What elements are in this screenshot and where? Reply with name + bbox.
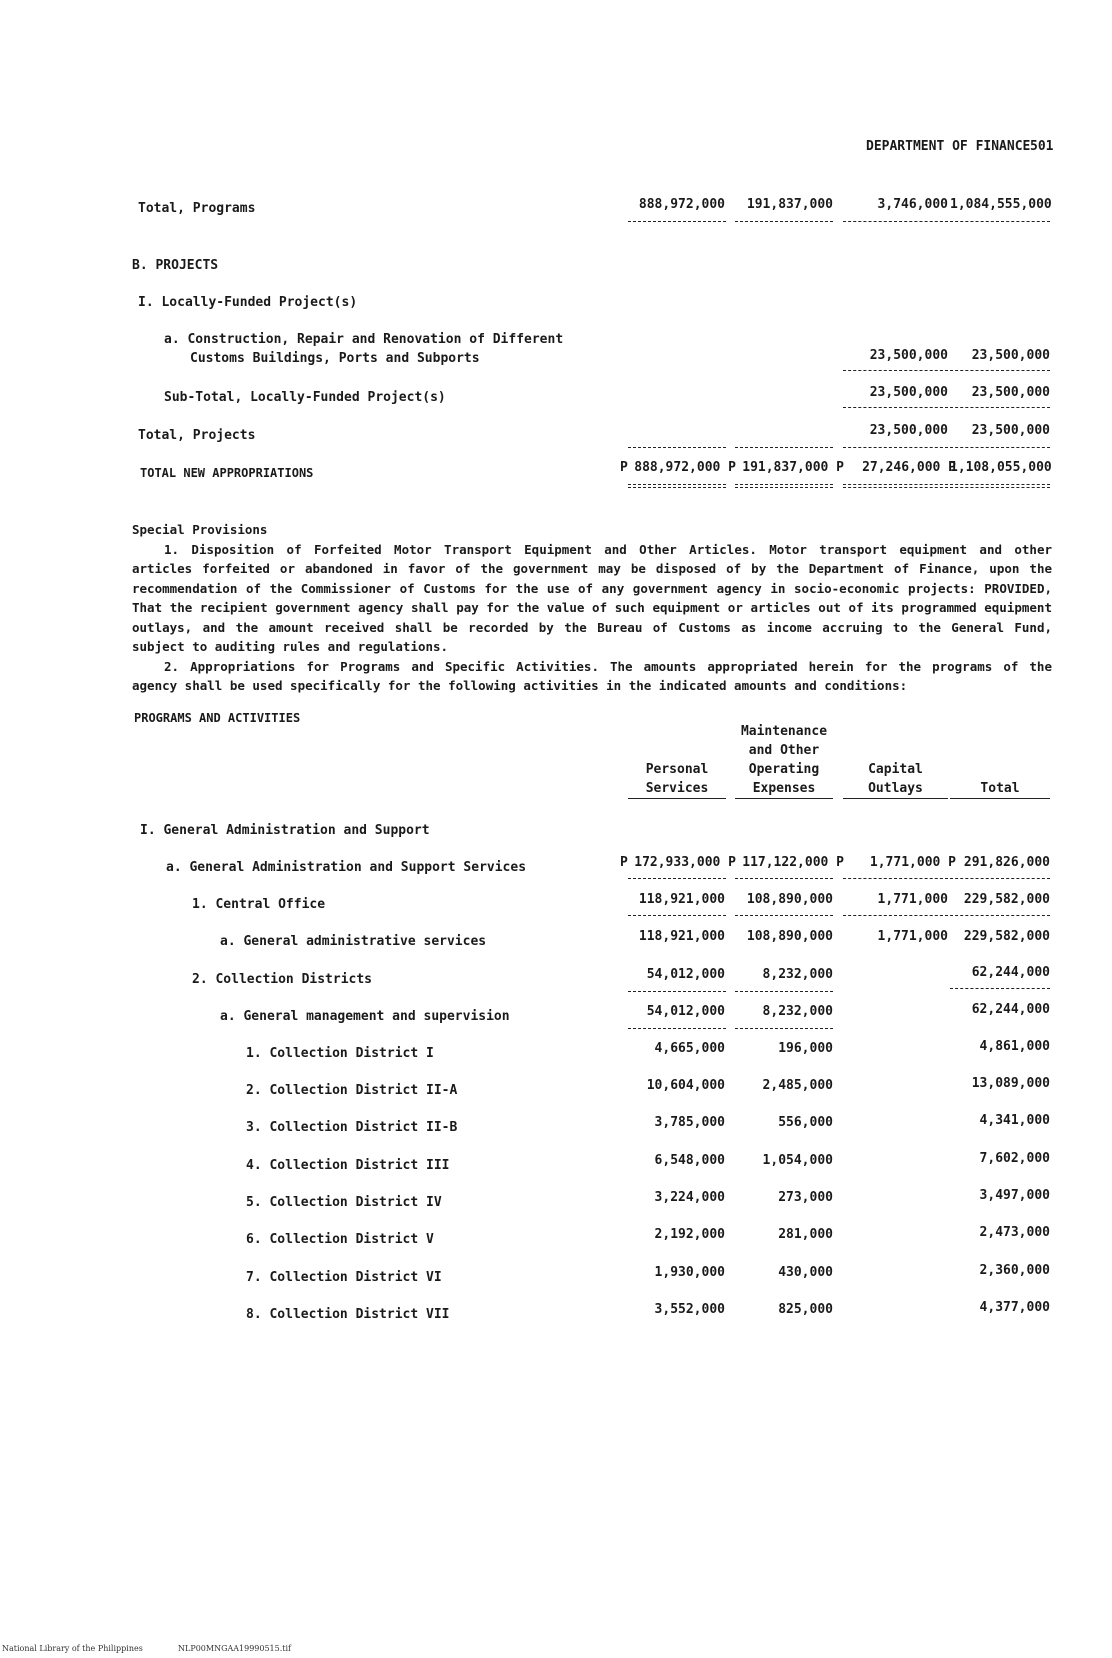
rule — [735, 447, 833, 448]
gen-admin-ps: 118,921,000 — [638, 929, 725, 944]
gen-mgmt-ps: 54,012,000 — [646, 1004, 725, 1019]
page-number: 501 — [1030, 139, 1054, 154]
district-6-mooe: 281,000 — [778, 1227, 833, 1242]
col-header-mooe — [735, 722, 833, 799]
district-3-ps: 3,785,000 — [654, 1115, 725, 1130]
col-header-total — [950, 779, 1050, 799]
rule — [843, 915, 948, 916]
central-office-co: 1,771,000 — [877, 892, 948, 907]
central-office-total: 229,582,000 — [963, 892, 1050, 907]
district-4-mooe: 1,054,000 — [762, 1153, 833, 1168]
locally-funded-heading: I. Locally-Funded Project(s) — [138, 295, 358, 310]
gass-total: 291,826,000 — [963, 855, 1050, 870]
construction-co: 23,500,000 — [869, 348, 948, 363]
rule — [735, 915, 833, 916]
rule — [628, 447, 726, 448]
col-mooe-line3: Operating — [748, 762, 820, 777]
col-mooe-line2: and Other — [748, 743, 820, 758]
programs-activities-heading: PROGRAMS AND ACTIVITIES — [134, 711, 301, 725]
district-3-label: 3. Collection District II-B — [246, 1120, 458, 1135]
district-3-total: 4,341,000 — [979, 1113, 1050, 1128]
district-5-total: 3,497,000 — [979, 1188, 1050, 1203]
district-7-label: 7. Collection District VI — [246, 1270, 442, 1285]
collection-districts-mooe: 8,232,000 — [762, 967, 833, 982]
district-8-total: 4,377,000 — [979, 1300, 1050, 1315]
construction-label-line1: a. Construction, Repair and Renovation of Different — [164, 332, 564, 347]
district-6-ps: 2,192,000 — [654, 1227, 725, 1242]
department-header: DEPARTMENT OF FINANCE — [866, 139, 1031, 154]
district-5-ps: 3,224,000 — [654, 1190, 725, 1205]
rule — [628, 878, 726, 879]
gass-mooe: 117,122,000 P — [742, 855, 844, 870]
subtotal-total: 23,500,000 — [971, 385, 1050, 400]
gass-label: a. General Administration and Support Services — [166, 860, 527, 875]
rule — [950, 988, 1050, 989]
total-programs-co: 3,746,000 — [877, 197, 948, 212]
rule — [735, 1028, 833, 1029]
rule — [950, 878, 1050, 879]
district-1-label: 1. Collection District I — [246, 1046, 434, 1061]
total-programs-mooe: 191,837,000 — [746, 197, 833, 212]
rule — [843, 878, 948, 879]
rule — [950, 407, 1050, 408]
construction-label-line2: Customs Buildings, Ports and Subports — [190, 351, 480, 366]
total-projects-co: 23,500,000 — [869, 423, 948, 438]
gass-co: 1,771,000 P — [869, 855, 956, 870]
rule — [950, 221, 1050, 222]
district-6-total: 2,473,000 — [979, 1225, 1050, 1240]
rule — [950, 447, 1050, 448]
gas-heading: I. General Administration and Support — [140, 823, 430, 838]
district-2-ps: 10,604,000 — [646, 1078, 725, 1093]
footer-file: NLP00MNGAA19990515.tif — [178, 1644, 292, 1653]
district-4-ps: 6,548,000 — [654, 1153, 725, 1168]
projects-heading: B. PROJECTS — [132, 258, 219, 273]
double-rule — [843, 484, 948, 488]
total-new-co: 27,246,000 P — [862, 460, 956, 475]
subtotal-label: Sub-Total, Locally-Funded Project(s) — [164, 390, 446, 405]
rule — [843, 407, 948, 408]
special-provisions-title: Special Provisions — [132, 522, 268, 537]
total-new-currency: P — [620, 460, 628, 475]
gass-currency: P — [620, 855, 628, 870]
district-2-mooe: 2,485,000 — [762, 1078, 833, 1093]
footer-library: National Library of the Philippines — [2, 1644, 143, 1653]
rule — [628, 221, 726, 222]
rule — [950, 915, 1050, 916]
rule — [843, 370, 948, 371]
district-8-label: 8. Collection District VII — [246, 1307, 450, 1322]
district-2-total: 13,089,000 — [971, 1076, 1050, 1091]
col-header-co — [843, 760, 948, 799]
col-total: Total — [950, 779, 1050, 799]
gen-mgmt-label: a. General management and supervision — [220, 1009, 510, 1024]
rule — [735, 991, 833, 992]
gen-admin-total: 229,582,000 — [963, 929, 1050, 944]
central-office-ps: 118,921,000 — [638, 892, 725, 907]
district-4-total: 7,602,000 — [979, 1151, 1050, 1166]
rule — [735, 878, 833, 879]
special-provisions — [132, 520, 1052, 696]
rule — [843, 221, 948, 222]
total-new-mooe: 191,837,000 P — [742, 460, 844, 475]
gen-admin-label: a. General administrative services — [220, 934, 487, 949]
rule — [628, 991, 726, 992]
gen-admin-mooe: 108,890,000 — [746, 929, 833, 944]
collection-districts-ps: 54,012,000 — [646, 967, 725, 982]
district-4-label: 4. Collection District III — [246, 1158, 450, 1173]
rule — [950, 370, 1050, 371]
total-projects-label: Total, Projects — [138, 428, 256, 443]
gen-admin-co: 1,771,000 — [877, 929, 948, 944]
district-1-total: 4,861,000 — [979, 1039, 1050, 1054]
rule — [735, 221, 833, 222]
total-new-label: TOTAL NEW APPROPRIATIONS — [140, 466, 314, 480]
col-co-line2: Outlays — [843, 779, 948, 799]
col-header-ps — [628, 760, 726, 799]
col-ps-line1: Personal — [645, 762, 709, 777]
district-5-mooe: 273,000 — [778, 1190, 833, 1205]
total-programs-ps: 888,972,000 — [638, 197, 725, 212]
district-7-mooe: 430,000 — [778, 1265, 833, 1280]
total-new-total: 1,108,055,000 — [950, 460, 1052, 475]
district-1-ps: 4,665,000 — [654, 1041, 725, 1056]
provision-1: 1. Disposition of Forfeited Motor Transport Equipment and Other Articles. Motor transport equipment and other articles forfeited or abandoned in favor of the government may be disposed of by the Department of Finance, upon the recommendation of the Commissioner of Customs for the use of any government agency in socio-economic projects: PROVIDED, That the recipient government agency shall pay for the value of such equipment or articles out of its programmed equipment outlays, and the amount received shall be recorded by the Bureau of Customs as income accruing to the General Fund, subject to auditing rules and regulations. — [132, 541, 1052, 654]
district-8-mooe: 825,000 — [778, 1302, 833, 1317]
double-rule — [735, 484, 833, 488]
district-8-ps: 3,552,000 — [654, 1302, 725, 1317]
central-office-label: 1. Central Office — [192, 897, 326, 912]
district-2-label: 2. Collection District II-A — [246, 1083, 458, 1098]
col-mooe-line1: Maintenance — [740, 724, 828, 739]
total-new-ps: 888,972,000 P — [634, 460, 736, 475]
provision-2: 2. Appropriations for Programs and Specific Activities. The amounts appropriated herein for the programs of the agency shall be used specifically for the following activities in the indicated amounts and conditions: — [132, 658, 1052, 693]
central-office-mooe: 108,890,000 — [746, 892, 833, 907]
district-1-mooe: 196,000 — [778, 1041, 833, 1056]
district-7-ps: 1,930,000 — [654, 1265, 725, 1280]
col-mooe-line4: Expenses — [735, 779, 833, 799]
district-6-label: 6. Collection District V — [246, 1232, 434, 1247]
construction-total: 23,500,000 — [971, 348, 1050, 363]
gen-mgmt-total: 62,244,000 — [971, 1002, 1050, 1017]
total-projects-total: 23,500,000 — [971, 423, 1050, 438]
district-7-total: 2,360,000 — [979, 1263, 1050, 1278]
rule — [628, 1028, 726, 1029]
district-5-label: 5. Collection District IV — [246, 1195, 442, 1210]
col-co-line1: Capital — [868, 762, 923, 777]
district-3-mooe: 556,000 — [778, 1115, 833, 1130]
collection-districts-total: 62,244,000 — [971, 965, 1050, 980]
double-rule — [628, 484, 726, 488]
rule — [628, 915, 726, 916]
gen-mgmt-mooe: 8,232,000 — [762, 1004, 833, 1019]
col-ps-line2: Services — [628, 779, 726, 799]
gass-ps: 172,933,000 P — [634, 855, 736, 870]
total-programs-total: 1,084,555,000 — [950, 197, 1052, 212]
subtotal-co: 23,500,000 — [869, 385, 948, 400]
double-rule — [950, 484, 1050, 488]
total-programs-label: Total, Programs — [138, 201, 256, 216]
rule — [843, 447, 948, 448]
collection-districts-label: 2. Collection Districts — [192, 972, 373, 987]
